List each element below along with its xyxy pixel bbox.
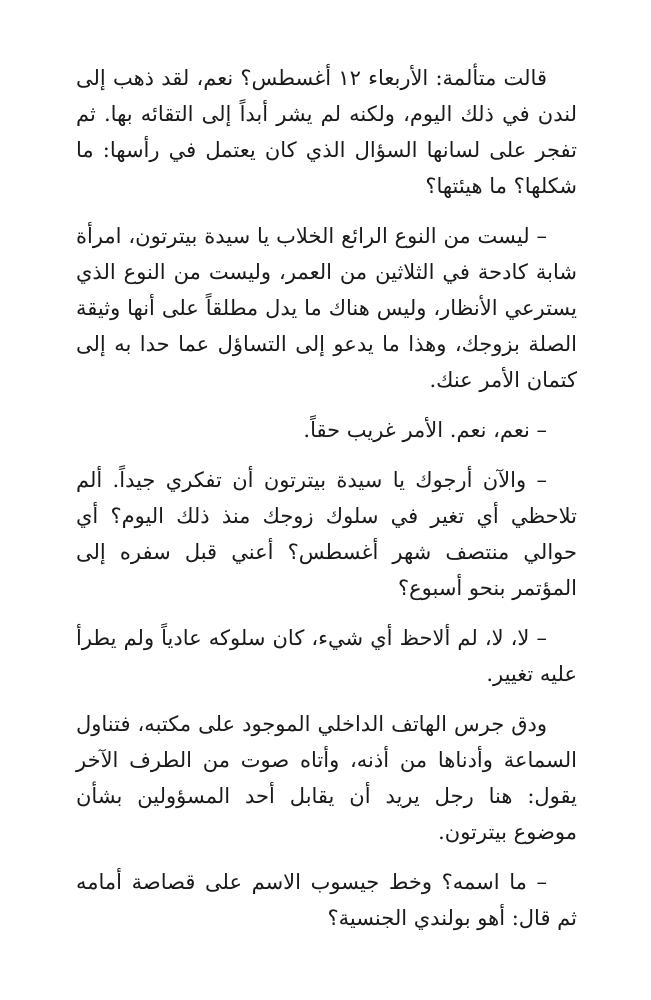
paragraph-3: – نعم، نعم. الأمر غريب حقاً. [303,418,547,442]
paragraph-4: – والآن أرجوك يا سيدة بيترتون أن تفكري جيداً. ألم تلاحظي أي تغير في سلوك زوجك منذ ذلك اليوم؟ أي حوالي منتصف شهر أغسطس؟ أعني قبل سفره إلى المؤتمر بنحو أسبوع؟ [76,468,577,600]
paragraph-2: – ليست من النوع الرائع الخلاب يا سيدة بيترتون، امرأة شابة كادحة في الثلاثين من العمر، وليست من النوع الذي يسترعي الأنظار، وليس هناك ما يدل مطلقاً على أنها وثيقة الصلة بزوجك، وهذا ما يدعو إلى التساؤل عما حدا به إلى كتمان الأمر عنك. [76,224,577,392]
paragraph-5: – لا، لا، لم ألاحظ أي شيء، كان سلوكه عادياً ولم يطرأ عليه تغيير. [76,626,577,686]
paragraph-6: ودق جرس الهاتف الداخلي الموجود على مكتبه، فتناول السماعة وأدناها من أذنه، وأتاه صوت من الطرف الآخر يقول: هنا رجل يريد أن يقابل أحد المسؤولين بشأن موضوع بيترتون. [76,712,577,844]
paragraph-7: – ما اسمه؟ وخط جيسوب الاسم على قصاصة أمامه ثم قال: أهو بولندي الجنسية؟ [76,870,577,930]
paragraph-1: قالت متألمة: الأربعاء ١٢ أغسطس؟ نعم، لقد ذهب إلى لندن في ذلك اليوم، ولكنه لم يشر أبداً إلى التقائه بها. ثم تفجر على لسانها السؤال الذي كان يعتمل في رأسها: ما شكلها؟ ما هيئتها؟ [76,66,577,198]
